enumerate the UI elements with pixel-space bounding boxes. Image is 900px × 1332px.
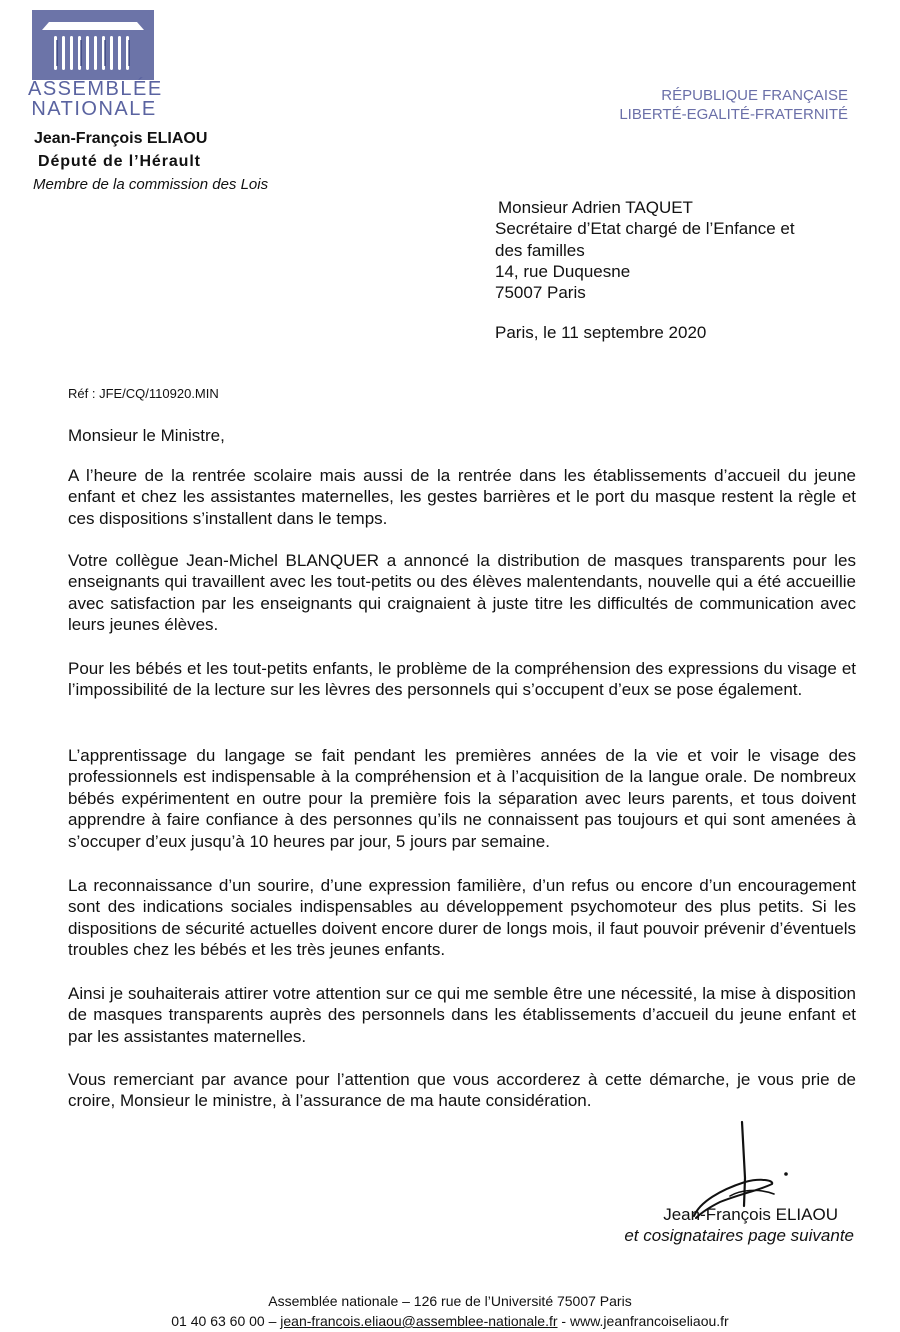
reference: Réf : JFE/CQ/110920.MIN <box>68 386 219 401</box>
recipient-line: 14, rue Duquesne <box>495 261 631 281</box>
assemblee-logo-emblem <box>32 10 154 80</box>
logo-text-line2: NATIONALE <box>31 98 157 120</box>
cosignatories-note: et cosignataires page suivante <box>624 1226 854 1245</box>
place-date: Paris, le 11 septembre 2020 <box>495 323 707 342</box>
paragraph <box>68 1069 856 1112</box>
recipient-line: Secrétaire d’Etat chargé de l’Enfance et <box>495 219 795 239</box>
paragraph <box>68 550 856 636</box>
recipient-line: Monsieur Adrien TAQUET <box>498 198 693 217</box>
paragraph <box>68 983 856 1047</box>
paragraph-text: A l’heure de la rentrée scolaire mais aussi de la rentrée dans les établissements d’accueil du jeune enfant et chez les assistantes maternelles, les gestes barrières et le port du masque restent la règle et ces dispositions s’installent dans le temps. <box>68 466 856 528</box>
republic-motto <box>619 86 848 124</box>
paragraph <box>68 658 856 701</box>
paragraph-text: Pour les bébés et les tout-petits enfants, le problème de la compréhension des expressions du visage et l’impossibilité de la lecture sur les lèvres des personnels qui s’occupent d’eux se pose également. <box>68 659 856 700</box>
paragraph-text: Vous remerciant par avance pour l’attention que vous accorderez à cette démarche, je vous prie de croire, Monsieur le ministre, à l’assurance de ma haute considération. <box>68 1070 856 1111</box>
republic-line2: LIBERTÉ-EGALITÉ-FRATERNITÉ <box>619 106 848 123</box>
paragraph-text: L’apprentissage du langage se fait pendant les premières années de la vie et voir le visage des professionnels est indispensable à la compréhension et à l’acquisition de la langue orale. De nombreux bébés expérimentent en outre pour la première fois la séparation avec leurs parents, et tous doivent apprendre à faire confiance à des personnes qu’ils ne connaissent pas toujours et qui sont amenées à s’occuper d’eux jusqu’à 10 heures par jour, 5 jours par semaine. <box>68 746 856 851</box>
footer-website: - www.jeanfrancoiseliaou.fr <box>557 1313 729 1329</box>
recipient-address <box>495 197 795 303</box>
paragraph-text: Ainsi je souhaiterais attirer votre attention sur ce qui me semble être une nécessité, la mise à disposition de masques transparents auprès des personnels dans les établissements d’accueil du jeune enfant et par les assistantes maternelles. <box>68 984 856 1046</box>
footer-email-link[interactable]: jean-francois.eliaou@assemblee-nationale.fr <box>280 1313 558 1329</box>
salutation: Monsieur le Ministre, <box>68 426 225 445</box>
logo-text-line1: ASSEMBLÉE <box>28 78 163 100</box>
footer-address: Assemblée nationale – 126 rue de l’Université 75007 Paris <box>268 1293 632 1309</box>
recipient-line: 75007 Paris <box>495 283 586 303</box>
paragraph <box>68 465 856 529</box>
paragraph-text: La reconnaissance d’un sourire, d’une expression familière, d’un refus ou encore d’un encouragement sont des indications sociales indispensables au développement psychomoteur des plus petits. Si les dispositions de sécurité actuelles doivent encore durer de longs mois, il faut pouvoir prévenir d’éventuels troubles chez les bébés et les très jeunes enfants. <box>68 876 856 960</box>
paragraph <box>68 745 856 852</box>
paragraph <box>68 875 856 961</box>
hemicycle-icon <box>32 10 154 80</box>
paragraph-text: Votre collègue Jean-Michel BLANQUER a annoncé la distribution de masques transparents pour les enseignants qui travaillent avec les tout-petits ou des élèves malentendants, nouvelle qui a été accueillie avec satisfaction par les enseignants qui craignaient à juste titre les difficultés de communication avec leurs jeunes élèves. <box>68 551 856 635</box>
author-title: Député de l’Hérault <box>38 153 201 170</box>
author-name: Jean-François ELIAOU <box>34 130 208 147</box>
republic-line1: RÉPUBLIQUE FRANÇAISE <box>661 87 848 104</box>
footer-contact <box>0 1311 900 1331</box>
footer-phone: 01 40 63 60 00 – <box>171 1313 281 1329</box>
author-commission: Membre de la commission des Lois <box>33 176 269 193</box>
recipient-line: des familles <box>495 240 585 260</box>
signatory-name: Jean-François ELIAOU <box>663 1205 838 1224</box>
